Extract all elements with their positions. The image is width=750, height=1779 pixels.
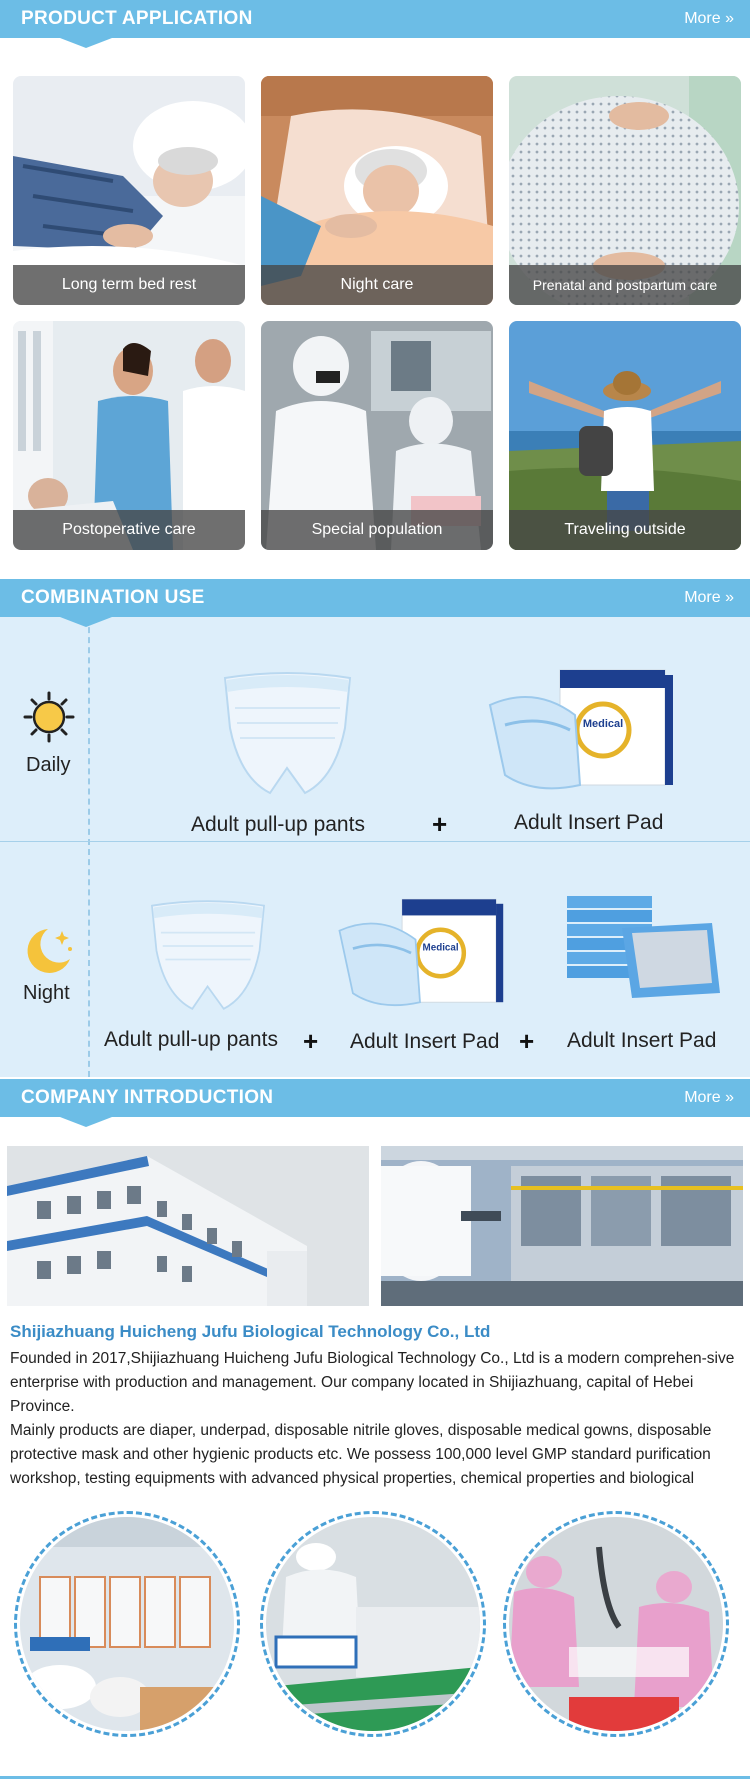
pullup-pants-image bbox=[215, 668, 360, 798]
application-tile-bed-rest[interactable] bbox=[13, 76, 245, 305]
factory-building-photo bbox=[7, 1146, 369, 1306]
combination-divider-horizontal bbox=[0, 841, 750, 842]
company-paragraph: Mainly products are diaper, underpad, disposable nitrile gloves, disposable medical gowns, disposable protective mask and other hygienic products etc. We possess 100,000 level GMP standard purification workshop, testing equipments with advanced physical properties, chemical properties and biological bbox=[10, 1422, 712, 1487]
lab-photo-circle bbox=[503, 1511, 729, 1737]
plus-sign: + bbox=[432, 809, 448, 839]
more-link[interactable]: More » bbox=[684, 10, 734, 27]
workshop-photo-circle bbox=[14, 1511, 240, 1737]
pack-text: Medical bbox=[422, 942, 459, 954]
packing-photo-circle bbox=[260, 1511, 486, 1737]
tile-caption: Postoperative care bbox=[13, 510, 245, 550]
pack-text: Medical bbox=[582, 718, 624, 730]
header-notch bbox=[60, 617, 112, 627]
company-name: Shijiazhuang Huicheng Jufu Biological Technology Co., Ltd bbox=[10, 1322, 491, 1341]
plus-sign: + bbox=[303, 1026, 319, 1056]
company-introduction-header bbox=[0, 1079, 750, 1117]
insert-pad-package-image bbox=[485, 665, 675, 795]
tile-caption: Prenatal and postpartum care bbox=[509, 265, 741, 305]
more-link[interactable]: More » bbox=[684, 1089, 734, 1106]
tile-caption: Traveling outside bbox=[509, 510, 741, 550]
daily-label: Daily bbox=[26, 754, 71, 776]
night-product-label: Adult pull-up pants bbox=[104, 1028, 278, 1051]
section-title: COMPANY INTRODUCTION bbox=[21, 1087, 274, 1108]
product-application-header bbox=[0, 0, 750, 38]
combination-divider-vertical bbox=[88, 617, 90, 1077]
section-title: PRODUCT APPLICATION bbox=[21, 8, 253, 29]
production-line-photo bbox=[381, 1146, 743, 1306]
plus-sign: + bbox=[519, 1026, 535, 1056]
company-paragraph: Founded in 2017,Shijiazhuang Huicheng Jufu Biological Technology Co., Ltd is a modern comprehen-sive enterprise with production and management. Our company located in Shijiazhuang, capital of Hebei Province. bbox=[10, 1350, 735, 1415]
header-notch bbox=[60, 1117, 112, 1127]
tile-caption: Long term bed rest bbox=[13, 265, 245, 305]
night-label: Night bbox=[23, 982, 70, 1004]
header-notch bbox=[60, 38, 112, 48]
application-tile-special-population[interactable] bbox=[261, 321, 493, 550]
tile-caption: Night care bbox=[261, 265, 493, 305]
pullup-pants-image bbox=[143, 895, 273, 1015]
tile-caption: Special population bbox=[261, 510, 493, 550]
daily-product-label: Adult Insert Pad bbox=[514, 811, 664, 834]
sun-icon bbox=[22, 690, 76, 744]
daily-product-label: Adult pull-up pants bbox=[191, 813, 365, 836]
moon-icon bbox=[22, 925, 76, 977]
underpad-stack-image bbox=[562, 888, 722, 1003]
application-tile-night-care[interactable] bbox=[261, 76, 493, 305]
insert-pad-package-image bbox=[335, 893, 505, 1013]
section-title: COMBINATION USE bbox=[21, 587, 205, 608]
night-product-label: Adult Insert Pad bbox=[350, 1030, 500, 1053]
company-description bbox=[10, 1347, 740, 1491]
night-product-label: Adult Insert Pad bbox=[567, 1029, 717, 1052]
application-tile-prenatal[interactable] bbox=[509, 76, 741, 305]
more-link[interactable]: More » bbox=[684, 589, 734, 606]
application-tile-postoperative[interactable] bbox=[13, 321, 245, 550]
combination-use-header bbox=[0, 579, 750, 617]
application-tile-traveling[interactable] bbox=[509, 321, 741, 550]
